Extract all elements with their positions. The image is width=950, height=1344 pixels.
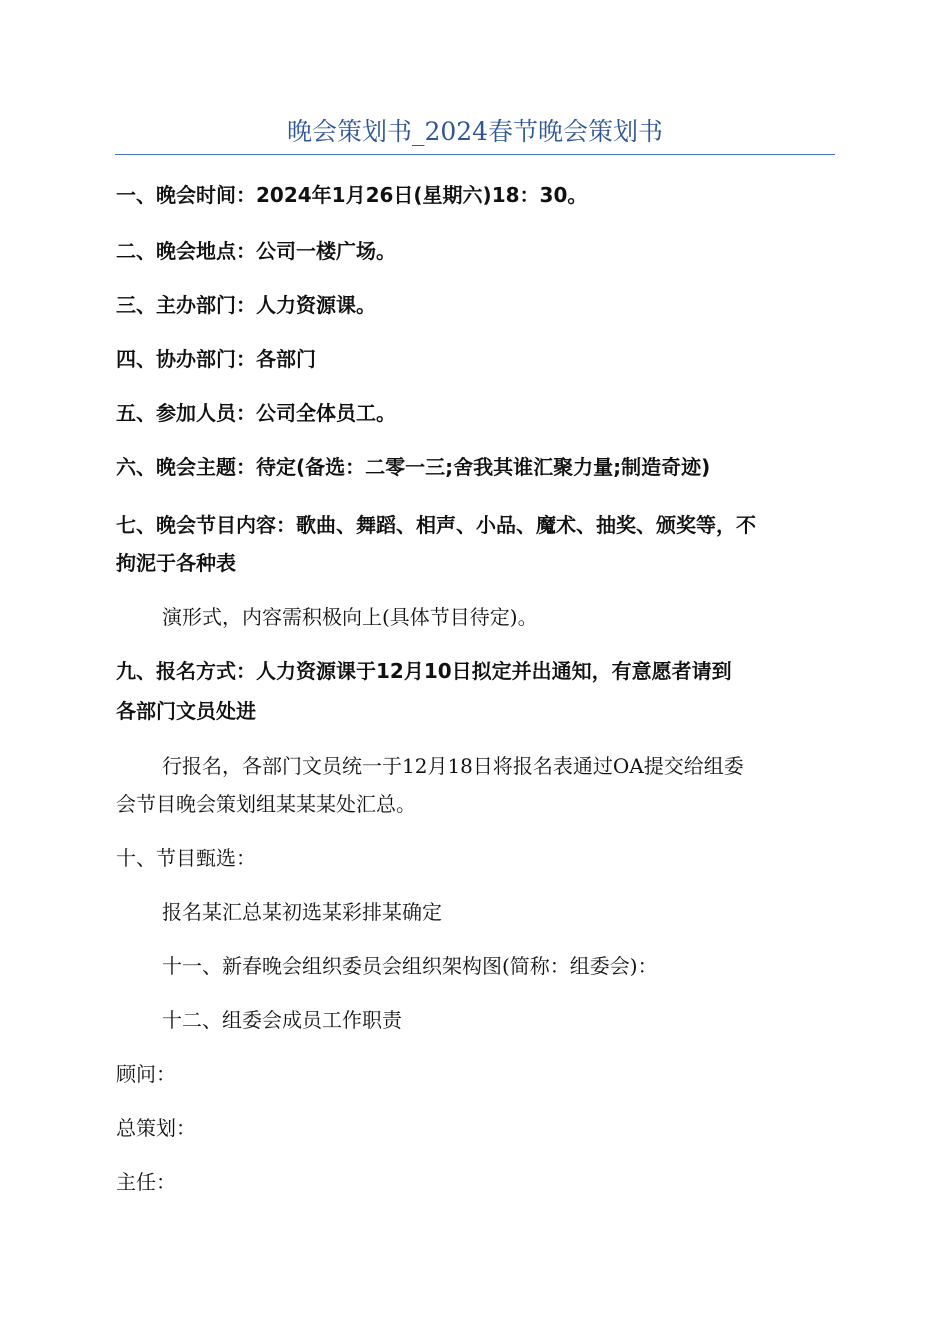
section-time: 一、晚会时间：2024年1月26日(星期六)18：30。 bbox=[116, 183, 588, 207]
section-program-content-cont: 拘泥于各种表 bbox=[116, 551, 236, 575]
title-underline bbox=[115, 154, 835, 155]
section-org-chart: 十一、新春晚会组织委员会组织架构图(简称：组委会)： bbox=[162, 954, 658, 978]
section-registration: 九、报名方式：人力资源课于12月10日拟定并出通知，有意愿者请到 bbox=[116, 659, 732, 683]
section-program-selection: 十、节目甄选： bbox=[116, 846, 256, 870]
selection-flow: 报名某汇总某初选某彩排某确定 bbox=[162, 900, 442, 924]
program-content-paragraph: 演形式，内容需积极向上(具体节目待定)。 bbox=[162, 605, 538, 629]
section-committee-duties: 十二、组委会成员工作职责 bbox=[162, 1008, 402, 1032]
document-title: 晚会策划书_2024春节晚会策划书 bbox=[286, 117, 664, 146]
role-advisor: 顾问： bbox=[116, 1062, 176, 1086]
registration-paragraph: 行报名，各部门文员统一于12月18日将报名表通过OA提交给组委 bbox=[162, 754, 744, 778]
role-director: 主任： bbox=[116, 1170, 176, 1194]
section-co-organizer: 四、协办部门：各部门 bbox=[116, 347, 316, 371]
section-participants: 五、参加人员：公司全体员工。 bbox=[116, 401, 396, 425]
section-registration-cont: 各部门文员处进 bbox=[116, 699, 256, 723]
section-organizer: 三、主办部门：人力资源课。 bbox=[116, 293, 376, 317]
section-location: 二、晚会地点：公司一楼广场。 bbox=[116, 239, 396, 263]
registration-paragraph-cont: 会节目晚会策划组某某某处汇总。 bbox=[116, 792, 416, 816]
section-theme: 六、晚会主题：待定(备选：二零一三;舍我其谁汇聚力量;制造奇迹) bbox=[116, 455, 711, 479]
section-program-content: 七、晚会节目内容：歌曲、舞蹈、相声、小品、魔术、抽奖、颁奖等，不 bbox=[116, 513, 756, 537]
role-chief-planner: 总策划： bbox=[116, 1116, 196, 1140]
